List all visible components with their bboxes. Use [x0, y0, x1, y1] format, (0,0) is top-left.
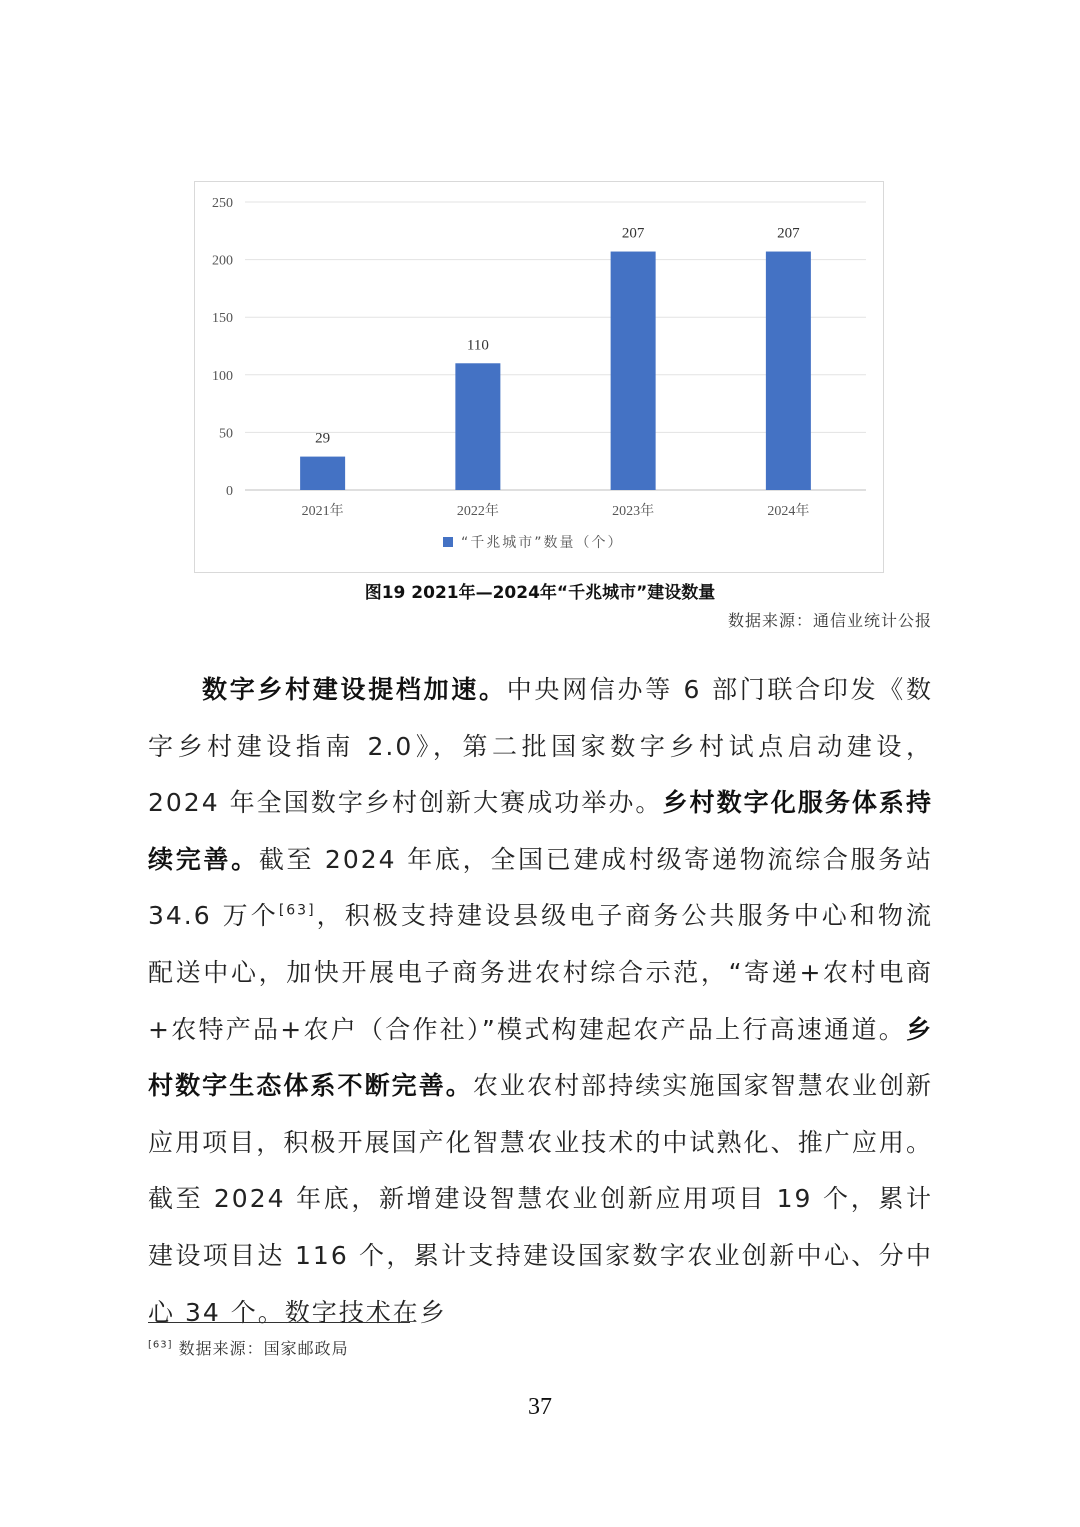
bar: [611, 252, 656, 490]
data-label: 207: [777, 225, 800, 242]
lead-heading-3: 乡村数字生态体系不断完善。: [148, 1014, 933, 1101]
x-tick-label: 2021年: [301, 504, 344, 519]
footnote-number: [63]: [148, 1339, 173, 1351]
footnote-text: 数据来源：国家邮政局: [178, 1339, 349, 1358]
body-text-4: 农业农村部持续实施国家智慧农业创新应用项目，积极开展国产化智慧农业技术的中试熟化、推广应用。截至 2024 年底，新增建设智慧农业创新应用项目 19 个，累计建设项目达 116 个，累计支持建设国家数字农业创新中心、分中心 34 个。数字技术在乡: [148, 1071, 933, 1327]
bar-chart: [194, 181, 884, 573]
lead-heading-2: 乡村数字化服务体系持续完善。: [148, 788, 933, 874]
body-text-2: 截至 2024 年底，全国已建成村级寄递物流综合服务站 34.6 万个: [148, 844, 933, 931]
data-label: 29: [315, 430, 331, 447]
body-text-1: 中央网信办等 6 部门联合印发《数字乡村建设指南 2.0》，第二批国家数字乡村试点启动建设，2024 年全国数字乡村创新大赛成功举办。: [148, 675, 933, 818]
y-tick-label: 0: [226, 484, 233, 499]
data-label: 110: [466, 337, 489, 354]
x-tick-label: 2024年: [767, 504, 810, 519]
bar: [766, 252, 811, 490]
body-paragraph: [148, 662, 933, 1341]
footnote-ref[interactable]: [63]: [278, 903, 316, 920]
data-label: 207: [621, 225, 645, 242]
y-tick-label: 100: [212, 368, 233, 384]
bar: [300, 457, 345, 490]
x-tick-label: 2022年: [456, 504, 499, 519]
body-text-3: ，积极支持建设县级电子商务公共服务中心和物流配送中心，加快开展电子商务进农村综合示范，“寄递+农村电商+农特产品+农户（合作社）”模式构建起农产品上行高速通道。: [148, 901, 933, 1044]
footnote: [148, 1336, 349, 1359]
legend-swatch: [443, 537, 453, 547]
x-tick-label: 2023年: [612, 504, 655, 519]
chart-svg: [195, 182, 885, 574]
legend-label: “千兆城市”数量（个）: [461, 535, 624, 551]
y-tick-label: 150: [212, 311, 233, 327]
figure-source: 数据来源：通信业统计公报: [727, 611, 932, 630]
figure-caption: 图19 2021年—2024年“千兆城市”建设数量: [364, 583, 716, 603]
page-number: 37: [528, 1394, 552, 1420]
y-tick-label: 50: [219, 426, 233, 442]
y-tick-label: 250: [212, 196, 233, 211]
y-tick-label: 200: [212, 253, 233, 269]
bar: [455, 363, 500, 490]
footnote-divider: [148, 1322, 410, 1323]
lead-heading-1: 数字乡村建设提档加速。: [202, 675, 507, 704]
